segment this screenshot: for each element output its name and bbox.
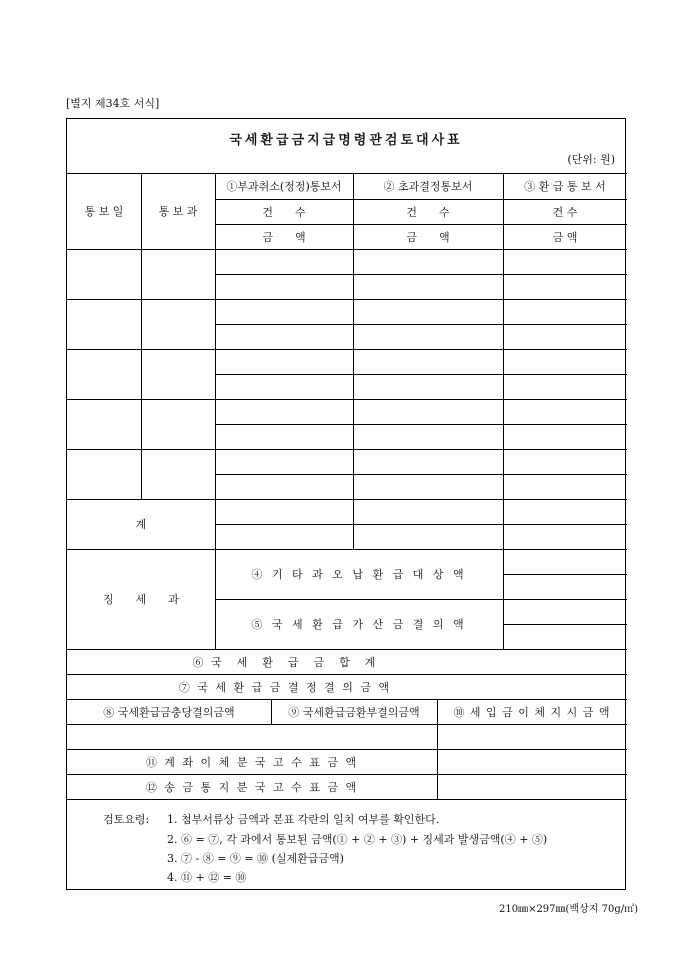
header-amount-3: 금 액 xyxy=(552,230,578,244)
row11-label: ⑪ 계 좌 이 체 분 국 고 수 표 금 액 xyxy=(145,755,359,769)
total-label: 계 xyxy=(135,518,147,531)
row10-label: ⑩ 세 입 금 이 체 지 시 금 액 xyxy=(453,705,611,719)
row9-label: ⑨ 국세환급금환부결의금액 xyxy=(288,705,420,719)
row4-label: ④ 기 타 과 오 납 환 급 대 상 액 xyxy=(251,568,467,581)
header-col2: ② 초과결정통보서 xyxy=(383,180,473,193)
note-item: 2. ⑥ = ⑦, 각 과에서 통보된 금액(① + ② + ③) + 징세과 발생금액(④ + ⑤) xyxy=(167,833,548,846)
rule xyxy=(67,724,627,725)
form-number-label: [별지 제34호 서식] xyxy=(66,97,160,110)
rule xyxy=(215,374,627,375)
rule xyxy=(215,524,627,525)
header-count-1: 건 수 xyxy=(262,205,306,219)
header-dept: 통 보 과 xyxy=(158,205,198,218)
rule xyxy=(215,424,627,425)
jingse-label: 징 세 과 xyxy=(103,593,179,606)
header-col3: ③ 환 급 통 보 서 xyxy=(524,180,606,193)
rule xyxy=(503,574,627,575)
rule xyxy=(67,349,627,350)
header-col1: ①부과취소(정정)통보서 xyxy=(226,180,342,193)
rule xyxy=(67,299,627,300)
note-item: 4. ⑪ + ⑫ = ⑩ xyxy=(167,871,247,884)
rule xyxy=(67,799,627,800)
note-item: 3. ⑦ - ⑧ = ⑨ = ⑩ (실제환급금액) xyxy=(167,852,344,865)
rule xyxy=(67,449,627,450)
header-count-2: 건 수 xyxy=(406,205,450,219)
rule xyxy=(215,474,627,475)
row5-label: ⑤ 국 세 환 급 가 산 금 결 의 액 xyxy=(251,618,467,631)
header-amount-1: 금 액 xyxy=(262,230,306,244)
rule xyxy=(67,399,627,400)
rule xyxy=(215,324,627,325)
rule xyxy=(503,624,627,625)
header-date: 통 보 일 xyxy=(84,205,124,218)
form-title: 국세환급금지급명령관검토대사표 xyxy=(229,133,463,148)
paper-spec: 210㎜×297㎜(백상지 70g/㎡) xyxy=(498,904,638,915)
row7-label: ⑦ 국 세 환 급 금 결 정 결 의 금 액 xyxy=(178,680,392,694)
header-count-3: 건 수 xyxy=(552,205,578,219)
review-table xyxy=(66,118,626,890)
row6-label: ⑥ 국 세 환 급 금 합 계 xyxy=(192,655,378,669)
header-amount-2: 금 액 xyxy=(406,230,450,244)
unit-label: (단위: 원) xyxy=(567,153,615,166)
rule xyxy=(215,274,627,275)
row8-label: ⑧ 국세환급금충당결의금액 xyxy=(103,705,235,719)
rule xyxy=(67,249,627,250)
notes-heading: 검토요령: xyxy=(103,813,150,826)
note-item: 1. 첨부서류상 금액과 본표 각란의 일치 여부를 확인한다. xyxy=(167,813,440,826)
row12-label: ⑫ 송 금 통 지 분 국 고 수 표 금 액 xyxy=(145,780,359,794)
